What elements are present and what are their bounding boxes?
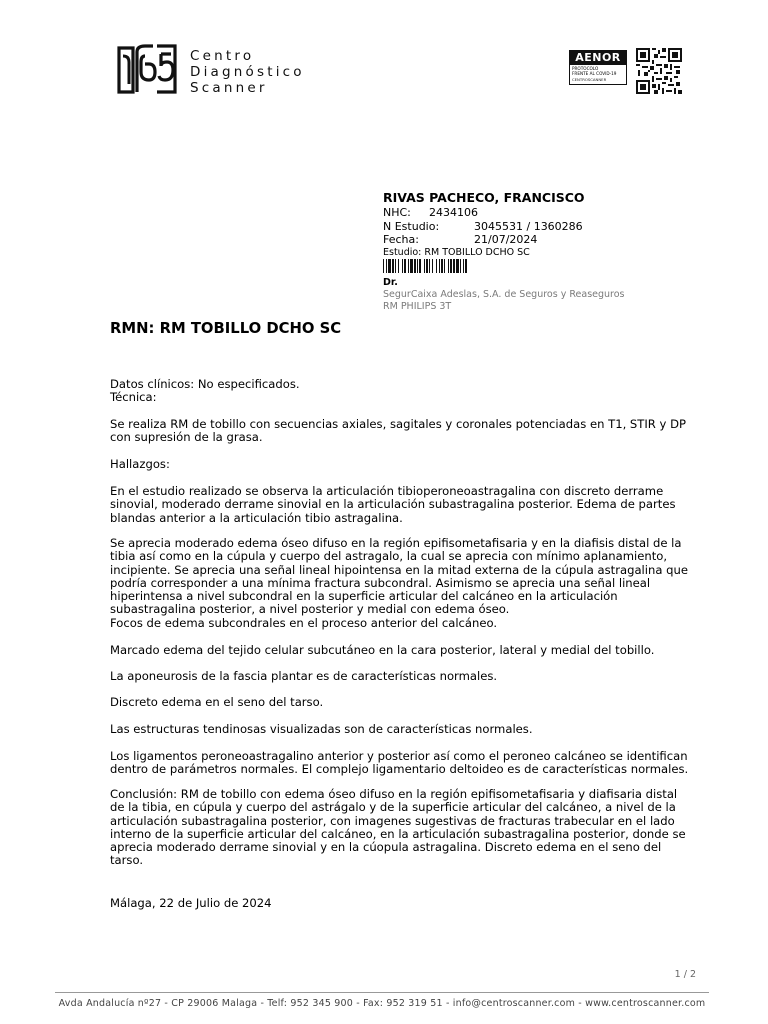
report-line: con supresión de la grasa. bbox=[110, 430, 263, 445]
page-number: 1 / 2 bbox=[674, 969, 696, 980]
aenor-foot: CENTROSCANNER bbox=[572, 77, 607, 82]
report-line: hiperintensa a nivel subcondral en la superficie articular del calcáneo en la articulación bbox=[110, 589, 618, 604]
nhc-row bbox=[383, 206, 683, 220]
nestudio-label: N Estudio: bbox=[383, 219, 440, 233]
aenor-sub-line-1: PROTOCOLO bbox=[572, 66, 599, 71]
report-paragraph bbox=[110, 897, 695, 910]
report-line: Se realiza RM de tobillo con secuencias axiales, sagitales y coronales potenciadas en T1, STIR y DP bbox=[110, 417, 687, 431]
report-paragraph bbox=[110, 670, 695, 683]
brand-name bbox=[190, 48, 305, 96]
report-title: RMN: RM TOBILLO DCHO SC bbox=[110, 320, 342, 337]
report-paragraph bbox=[110, 458, 695, 471]
report-line: La aponeurosis de la fascia plantar es de características normales. bbox=[110, 669, 498, 683]
centro-scanner-logo-icon bbox=[115, 42, 179, 98]
report-line: En el estudio realizado se observa la articulación tibioperoneoastragalina con discreto derrame bbox=[110, 484, 664, 498]
nestudio-row bbox=[383, 220, 683, 234]
report-line: Los ligamentos peroneoastragalino anterior y posterior así como el peroneo calcáneo se identifican bbox=[110, 749, 688, 763]
report-line: Se aprecia moderado edema óseo difuso en la región epifisometafisaria y en la diafisis distal de la bbox=[110, 536, 682, 550]
aenor-label: AENOR bbox=[569, 50, 627, 65]
report-line: articulación subastragalina posterior, con imagenes sugestivas de fracturas trabecular en el lado bbox=[110, 813, 675, 828]
aenor-sub-line-2: FRENTE AL COVID-19 bbox=[572, 71, 617, 76]
report-paragraph bbox=[110, 723, 695, 736]
fecha-label: Fecha: bbox=[383, 233, 419, 246]
report-line: Focos de edema subcondrales en el proceso anterior del calcáneo. bbox=[110, 615, 498, 630]
report-line: Conclusión: RM de tobillo con edema óseo difuso en la región epifisometafisaria y diafisaria distal bbox=[110, 787, 678, 801]
report-line: Técnica: bbox=[110, 390, 157, 405]
report-line: Hallazgos: bbox=[110, 457, 170, 471]
report-paragraph bbox=[110, 378, 695, 405]
report-line: Discreto edema en el seno del tarso. bbox=[110, 695, 324, 709]
nhc-label: NHC: bbox=[383, 206, 411, 219]
report-line: sinovial, moderado derrame sinovial en la articulación subastragalina posterior. Edema de partes bbox=[110, 497, 676, 512]
brand-line-3: Scanner bbox=[190, 80, 268, 96]
report-paragraph bbox=[110, 788, 695, 868]
report-paragraph bbox=[110, 696, 695, 709]
report-line: Datos clínicos: No especificados. bbox=[110, 377, 300, 391]
aenor-certification-badge bbox=[569, 50, 627, 92]
report-line: dentro de parámetros normales. El complejo ligamentario deltoideo es de características normales. bbox=[110, 762, 689, 777]
report-line: tarso. bbox=[110, 853, 144, 868]
aenor-subtitle bbox=[569, 65, 627, 85]
barcode-icon bbox=[383, 259, 529, 273]
doctor-label: Dr. bbox=[383, 276, 398, 288]
fecha-row bbox=[383, 233, 683, 247]
fecha-value: 21/07/2024 bbox=[474, 233, 538, 246]
report-line: tibia así como en la cúpula y cuerpo del astragalo, la cual se aprecia con mínimo aplanamiento, bbox=[110, 549, 668, 564]
report-paragraph bbox=[110, 418, 695, 445]
report-line: de la tibia, en cúpula y cuerpo del astrágalo y de la superficie articular del calcáneo, a nivel de la bbox=[110, 800, 676, 815]
report-line: subastragalina posterior, a nivel posterior y medial con edema óseo. bbox=[110, 602, 510, 617]
report-paragraph bbox=[110, 750, 695, 777]
report-line: incipiente. Se aprecia una señal lineal hipointensa en la mitad externa de la cúpula astragalina que bbox=[110, 562, 688, 577]
study-name: Estudio: RM TOBILLO DCHO SC bbox=[383, 246, 530, 258]
report-paragraph bbox=[110, 644, 695, 657]
footer-address: Avda Andalucía nº27 - CP 29006 Malaga - Telf: 952 345 900 - Fax: 952 319 51 - info@centroscanner.com - www.centroscanner.com bbox=[58, 998, 706, 1009]
report-line: Las estructuras tendinosas visualizadas son de características normales. bbox=[110, 722, 533, 736]
insurer: SegurCaixa Adeslas, S.A. de Seguros y Reaseguros bbox=[383, 288, 625, 300]
report-line: Málaga, 22 de Julio de 2024 bbox=[110, 896, 272, 910]
report-line: podría corresponder a una mínima fractura subcondral. Asimismo se aprecia una señal lineal bbox=[110, 575, 651, 590]
brand-line-2: Diagnóstico bbox=[190, 64, 305, 80]
report-paragraph bbox=[110, 485, 695, 525]
report-line: Marcado edema del tejido celular subcutáneo en la cara posterior, lateral y medial del tobillo. bbox=[110, 643, 655, 657]
qr-code-icon bbox=[636, 48, 682, 94]
report-line: interno de la superficie articular del calcáneo, en la articulación subastragalina posterior, donde se bbox=[110, 826, 686, 841]
footer-divider bbox=[55, 992, 709, 993]
report-line: aprecia moderado derrame sinovial y en la cúopula astragalina. Discreto edema en el seno del bbox=[110, 840, 662, 855]
nestudio-value: 3045531 / 1360286 bbox=[474, 219, 583, 233]
brand-line-1: Centro bbox=[190, 48, 255, 64]
patient-info bbox=[383, 190, 683, 313]
patient-name: RIVAS PACHECO, FRANCISCO bbox=[383, 190, 585, 205]
nhc-value: 2434106 bbox=[429, 206, 478, 219]
report-paragraph bbox=[110, 537, 695, 630]
report-line: blandas anterior a la articulación tibio astragalina. bbox=[110, 510, 403, 525]
equipment: RM PHILIPS 3T bbox=[383, 300, 452, 312]
